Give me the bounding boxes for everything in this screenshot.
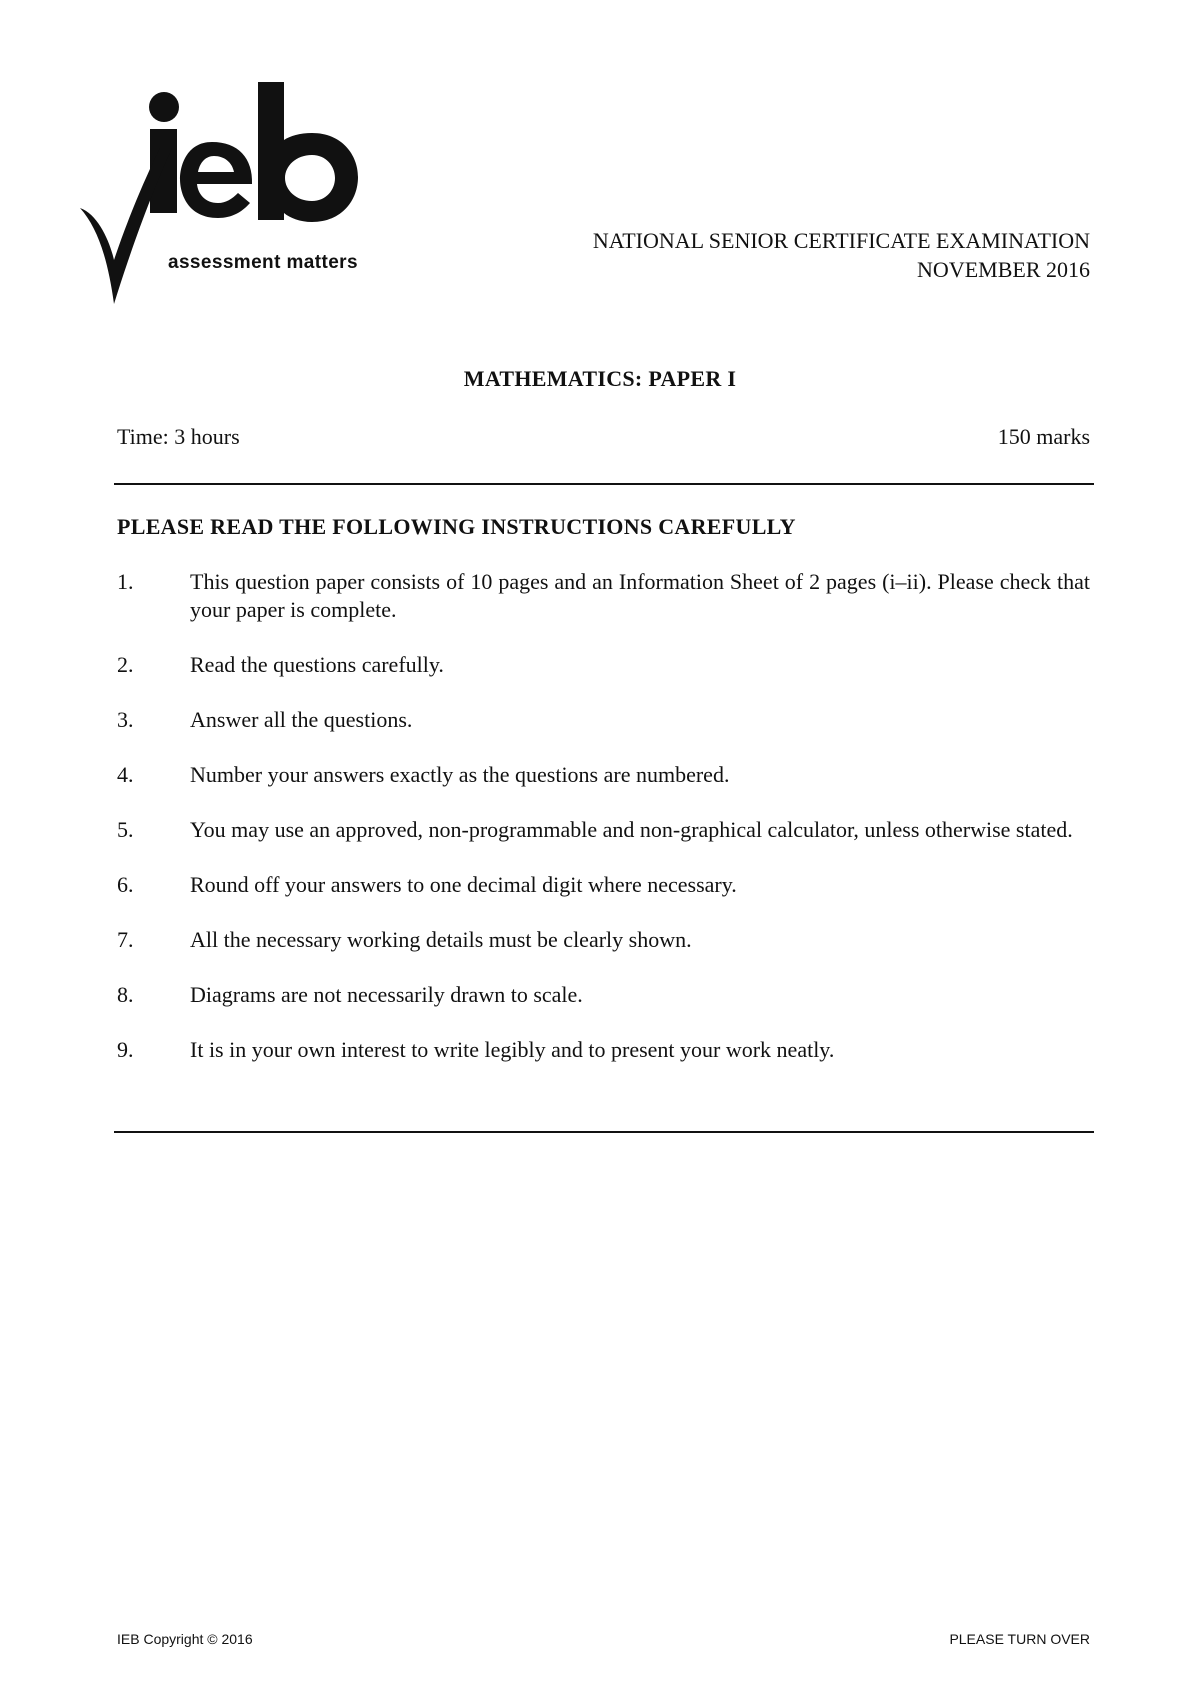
instruction-number: 2. [117, 652, 134, 677]
exam-date: NOVEMBER 2016 [917, 257, 1090, 282]
instruction-item [117, 568, 1090, 624]
instruction-number: 7. [117, 927, 134, 952]
bottom-divider [114, 1131, 1094, 1133]
instruction-text: Number your answers exactly as the questions are numbered. [190, 762, 730, 787]
instruction-item [117, 706, 1090, 734]
instruction-item [117, 1036, 1090, 1064]
instruction-text: All the necessary working details must be clearly shown. [190, 927, 692, 952]
instruction-item [117, 871, 1090, 899]
instruction-item [117, 816, 1090, 844]
instructions-heading: PLEASE READ THE FOLLOWING INSTRUCTIONS CAREFULLY [117, 514, 796, 539]
ieb-logo [80, 82, 420, 304]
instruction-item [117, 926, 1090, 954]
instruction-number: 9. [117, 1037, 134, 1062]
logo-tagline: assessment matters [168, 252, 358, 273]
instruction-text: Answer all the questions. [190, 707, 413, 732]
total-marks: 150 marks [997, 424, 1090, 449]
instruction-number: 3. [117, 707, 134, 732]
instruction-text: Diagrams are not necessarily drawn to scale. [190, 982, 583, 1007]
instructions-list [117, 568, 1090, 1091]
instruction-text: This question paper consists of 10 pages and an Information Sheet of 2 pages (i–ii). Please check that your paper is complete. [190, 569, 1090, 622]
instruction-text: It is in your own interest to write legibly and to present your work neatly. [190, 1037, 835, 1062]
instruction-number: 4. [117, 762, 134, 787]
instruction-text: You may use an approved, non-programmable and non-graphical calculator, unless otherwise stated. [190, 817, 1073, 842]
exam-header [593, 226, 1090, 284]
paper-title: MATHEMATICS: PAPER I [463, 366, 737, 391]
instruction-number: 6. [117, 872, 134, 897]
instruction-number: 5. [117, 817, 134, 842]
instruction-item [117, 651, 1090, 679]
top-divider [114, 483, 1094, 485]
time-allowed: Time: 3 hours [117, 424, 240, 449]
time-marks-row [117, 424, 1090, 450]
instruction-number: 8. [117, 982, 134, 1007]
instruction-text: Round off your answers to one decimal digit where necessary. [190, 872, 737, 897]
instruction-item [117, 981, 1090, 1009]
footer-copyright: IEB Copyright © 2016 [117, 1631, 253, 1647]
exam-name: NATIONAL SENIOR CERTIFICATE EXAMINATION [592, 228, 1090, 253]
instruction-text: Read the questions carefully. [190, 652, 444, 677]
footer-turn-over: PLEASE TURN OVER [949, 1631, 1090, 1647]
instruction-number: 1. [117, 569, 134, 594]
instruction-item [117, 761, 1090, 789]
